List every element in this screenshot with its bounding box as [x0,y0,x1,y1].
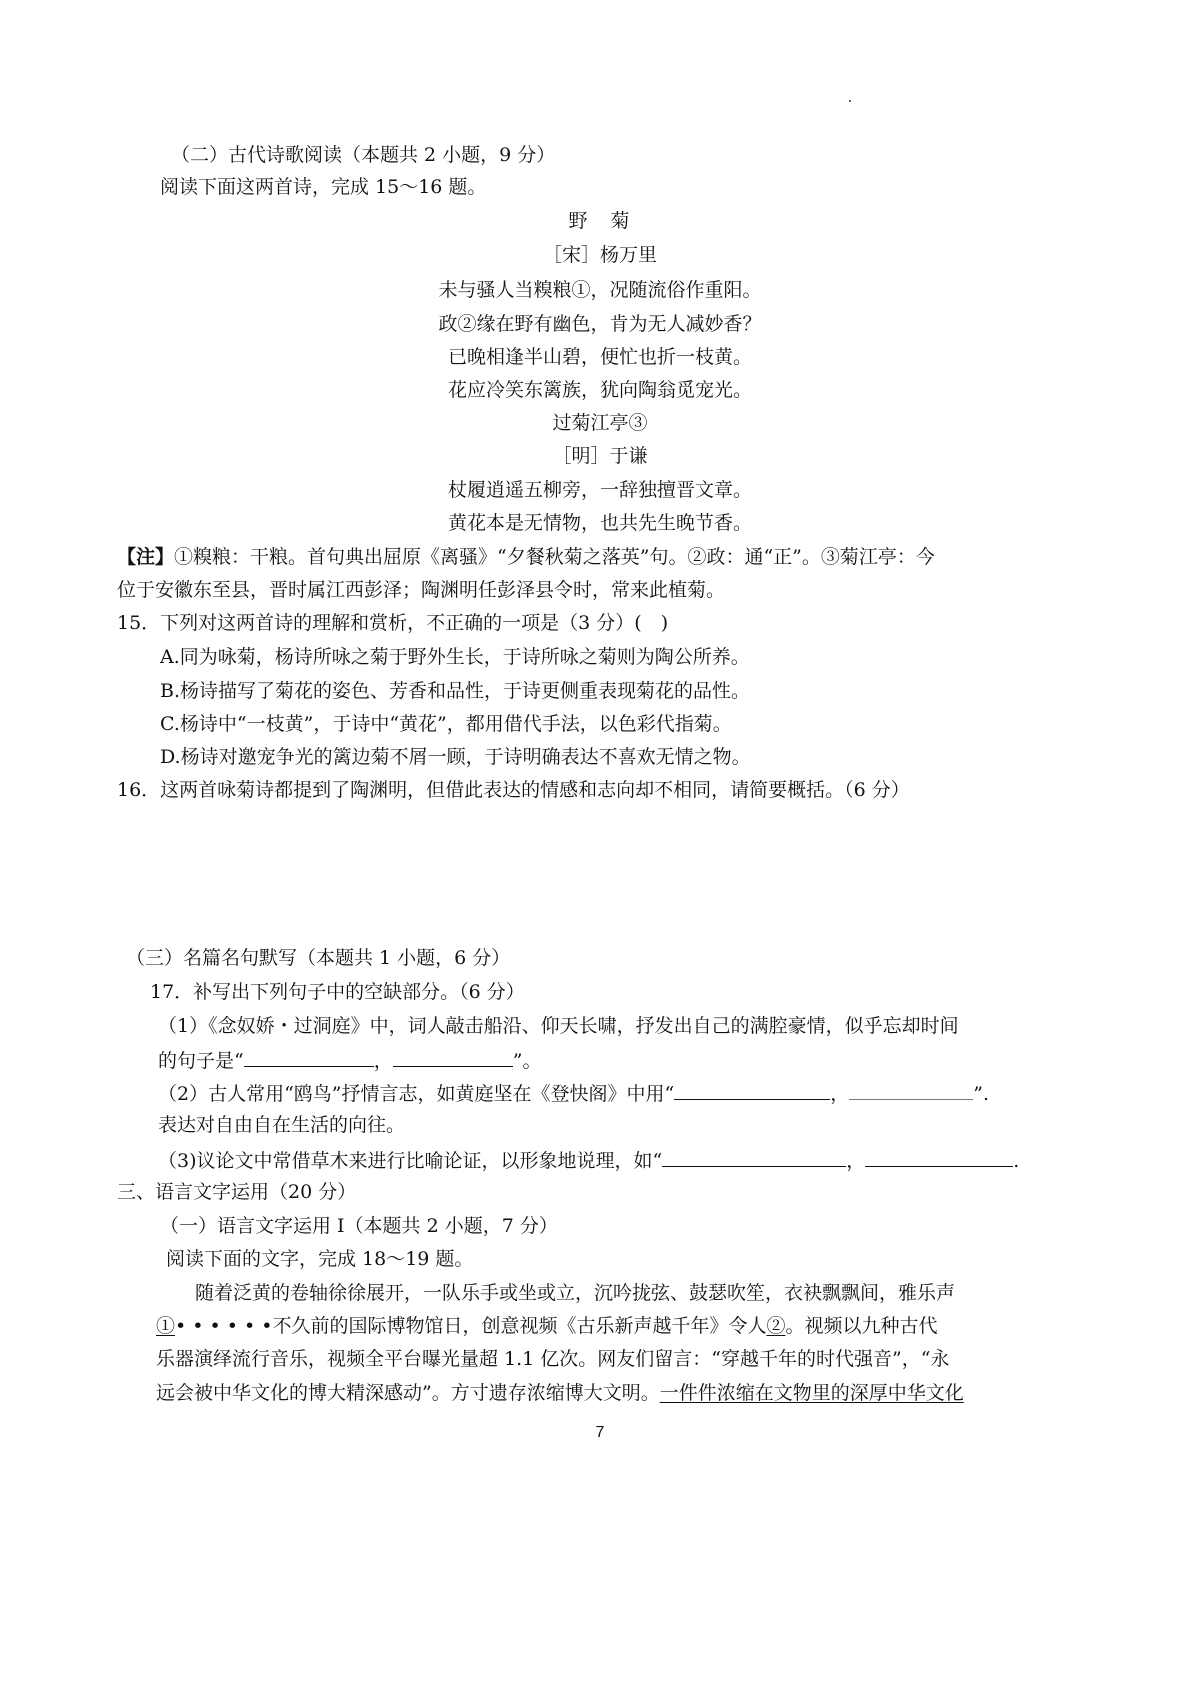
question-15-option-d: D.杨诗对邀宠争光的篱边菊不屑一顾，于诗明确表达不喜欢无情之物。 [160,746,751,768]
page-number: 7 [595,1424,605,1441]
poem1-line: 已晚相逢半山碧，便忙也折一枝黄。 [447,346,752,368]
poem2-line: 黄花本是无情物，也共先生晚节香。 [447,512,752,534]
poem1-title: 野 菊 [568,210,632,232]
poem1-line: 花应冷笑东篱族，犹向陶翁觅宠光。 [447,379,752,401]
question-17-part-1-answer: 的句子是“ ， ”。 [158,1050,542,1072]
question-15-option-c: C.杨诗中“一枝黄”，于诗中“黄花”，都用借代手法，以色彩代指菊。 [160,713,732,735]
question-17-part-2-cont: 表达对自由自在生活的向往。 [158,1114,406,1136]
section-title-recitation: （三）名篇名句默写（本题共 1 小题，6 分） [126,947,511,969]
poem1-author: ［宋］杨万里 [542,244,657,266]
question-15-option-a: A.同为咏菊，杨诗所咏之菊于野外生长，于诗所咏之菊则为陶公所养。 [160,646,750,668]
underlined-sentence: 一件件浓缩在文物里的深厚中华文化 [659,1382,964,1404]
scan-speck [849,100,851,102]
question-17-part-1: （1）《念奴娇・过洞庭》中，词人敲击船沿、仰天长啸，抒发出自己的满腔豪情，似乎忘却时间 [158,1015,959,1037]
answer-blank[interactable] [244,1050,374,1067]
passage-line: 随着泛黄的卷轴徐徐展开，一队乐手或坐或立，沉吟拢弦、鼓瑟吹笙，衣袂飘飘间，雅乐声 [195,1282,956,1304]
answer-blank[interactable] [662,1150,846,1167]
passage-line: 乐器演绎流行音乐，视频全平台曝光量超 1.1 亿次。网友们留言：“穿越千年的时代强音”，“永 [156,1348,950,1370]
note-label: 【注】 [117,546,175,568]
answer-blank[interactable] [865,1150,1013,1167]
section-instruction: 阅读下面这两首诗，完成 15～16 题。 [160,176,487,198]
note-line-2: 位于安徽东至县，晋时属江西彭泽；陶渊明任彭泽县令时，常来此植菊。 [117,579,726,601]
poem1-line: 政②缘在野有幽色，肯为无人减妙香？ [438,313,762,335]
question-17-stem: 17．补写出下列句子中的空缺部分。（6 分） [150,981,525,1003]
question-17-part-3: （3)议论文中常借草木来进行比喻论证，以形象地说理，如“ ， . [158,1150,1020,1172]
part-3-subsection: （一）语言文字运用 I（本题共 2 小题，7 分） [160,1215,558,1237]
question-15-option-b: B.杨诗描写了菊花的姿色、芳香和品性，于诗更侧重表现菊花的品性。 [160,680,751,702]
poem1-line: 未与骚人当糗粮①，况随流俗作重阳。 [438,279,762,301]
answer-blank[interactable] [393,1050,513,1067]
blank-marker-1: ① [156,1315,176,1337]
passage-line: 远会被中华文化的博大精深感动”。方寸遗存浓缩博大文明。一件件浓缩在文物里的深厚中华文化 [156,1382,964,1404]
poem2-line: 杖履逍遥五柳旁，一辞独擅晋文章。 [447,479,752,501]
note-line-1 [117,548,935,567]
answer-blank[interactable] [849,1083,973,1100]
question-16-stem: 16．这两首咏菊诗都提到了陶渊明，但借此表达的情感和志向却不相同，请简要概括。（6 分） [117,779,910,801]
note-text: ①糗粮：干粮。首句典出屈原《离骚》“夕餐秋菊之落英”句。②政：通“正”。③菊江亭：今 [174,546,935,568]
poem2-title: 过菊江亭③ [552,412,648,434]
passage-line: ①• • • • • •不久前的国际博物馆日，创意视频《古乐新声越千年》令人②。视频以九种古代 [156,1315,938,1337]
blank-marker-2: ② [766,1315,786,1337]
section-title-poetry: （二）古代诗歌阅读（本题共 2 小题，9 分） [171,144,556,166]
question-15-stem: 15．下列对这两首诗的理解和赏析，不正确的一项是（3 分）( ) [117,612,669,634]
poem2-author: ［明］于谦 [552,445,648,467]
question-17-part-2: （2）古人常用“鸥鸟”抒情言志，如黄庭坚在《登快阁》中用“ ， ”. [158,1083,990,1105]
part-3-instruction: 阅读下面的文字，完成 18～19 题。 [166,1248,474,1270]
answer-blank[interactable] [674,1083,830,1100]
part-3-title: 三、语言文字运用（20 分） [117,1181,357,1203]
